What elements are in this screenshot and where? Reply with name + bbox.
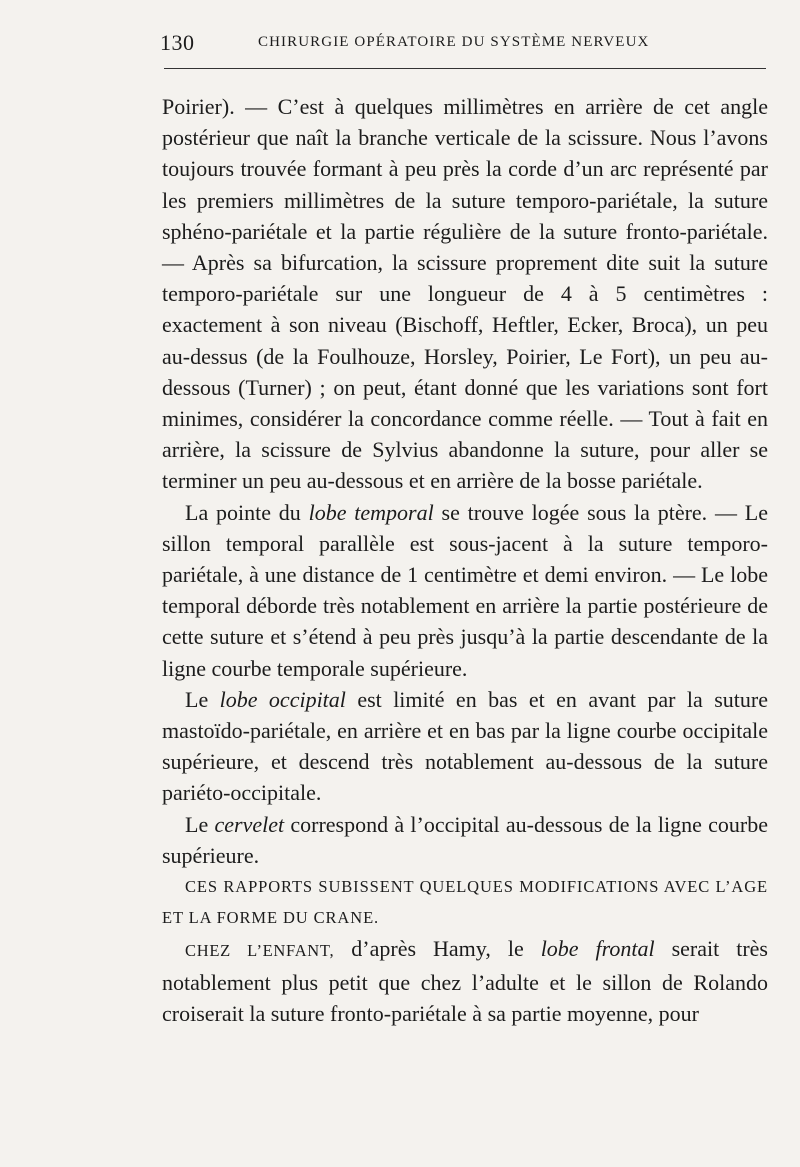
paragraph-text: Poirier). — C’est à quelques millimètres en arrière de cet angle postérieur que naît la branche verticale de la scissure. Nous l’avons toujours trouvée formant à peu près la corde d’un arc représenté par les premiers millimètres de la suture temporo-pariétale, la suture sphéno-pariétale et la partie régulière de la suture fronto-pariétale. — Après sa bifurcation, la scissure proprement dite suit la suture temporo-pariétale sur une longueur de 4 à 5 centimètres : exactement à son niveau (Bischoff, Heftler, Ecker, Broca), un peu au-dessus (de la Foulhouze, Horsley, Poirier, Le Fort), un peu au-dessous (Turner) ; on peut, étant donné que les variations sont fort minimes, considérer la concordance comme réelle. — Tout à fait en arrière, la scissure de Sylvius abandonne la suture, pour aller se terminer un peu au-dessous et en arrière de la bosse pariétale. bbox=[162, 94, 768, 494]
running-title: CHIRURGIE OPÉRATOIRE DU SYSTÈME NERVEUX bbox=[258, 34, 650, 50]
paragraph-text: correspond à l’occipital au-dessous de la ligne courbe supérieure. bbox=[162, 811, 769, 868]
paragraph-sylvius bbox=[162, 91, 768, 497]
paragraph-text: se trouve logée sous la ptère. — Le sillon temporal parallèle est sous-jacent à la suture temporo-pariétale, à une distance de 1 centimètre et demi environ. — Le lobe temporal déborde très notablement en arrière la partie postérieure de cette suture et s’étend à peu près jusqu’à la partie descendante de la ligne courbe temporale supérieure. bbox=[162, 499, 768, 681]
italic-term-cervelet: cervelet bbox=[214, 811, 285, 837]
paragraph-text: Le bbox=[185, 686, 220, 712]
italic-term-lobe-frontal: lobe frontal bbox=[540, 936, 655, 962]
paragraph-small-caps-heading: CES RAPPORTS SUBISSENT QUELQUES MODIFICATIONS AVEC L’AGE ET LA FORME DU CRANE. bbox=[162, 877, 768, 928]
paragraph-enfant bbox=[162, 933, 768, 1029]
page-header bbox=[160, 30, 766, 56]
paragraph-lobe-occipital bbox=[162, 684, 768, 809]
paragraph-text: est limité en bas et en avant par la suture mastoïdo-pariétale, en arrière et en bas par la ligne courbe occipitale supérieure, et descend très notablement au-dessous de la suture pariéto-occipitale. bbox=[162, 686, 768, 806]
paragraph-text: Le bbox=[185, 811, 215, 837]
paragraph-cervelet bbox=[162, 809, 768, 871]
paragraph-lobe-temporal bbox=[162, 497, 768, 684]
italic-term-lobe-temporal: lobe temporal bbox=[308, 499, 434, 525]
header-rule bbox=[164, 68, 766, 69]
paragraph-text: La pointe du bbox=[185, 499, 309, 525]
body-text bbox=[162, 91, 768, 1029]
paragraph-text: serait très notablement plus petit que chez l’adulte et le sillon de Rolando croiserait la suture fronto-pariétale à sa partie moyenne, pour bbox=[162, 936, 768, 1026]
italic-term-lobe-occipital: lobe occipital bbox=[219, 686, 346, 712]
small-caps-lead: CHEZ L’ENFANT, bbox=[185, 941, 335, 961]
paragraph-text: d’après Hamy, le bbox=[334, 936, 541, 962]
page-number: 130 bbox=[160, 30, 195, 55]
